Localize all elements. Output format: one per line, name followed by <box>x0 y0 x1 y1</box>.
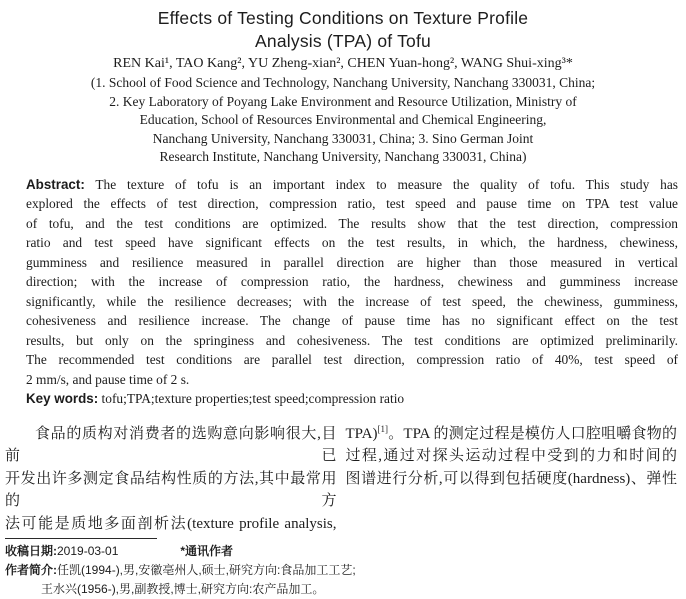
footnote-separator <box>5 538 157 539</box>
footnote-block <box>5 538 678 599</box>
paper-title <box>0 0 686 53</box>
abstract-line: 2 mm/s, and pause time of 2 s. <box>26 371 190 387</box>
abstract-line: significantly, while the resilience decreases; with the increase of test speed, the chewiness, gumminess, <box>26 293 678 309</box>
paper-title-line-2: Analysis (TPA) of Tofu <box>255 31 431 51</box>
abstract-line: The recommended test conditions are parallel test direction, compression ratio of 40%, test speed of <box>26 352 678 367</box>
keywords-text: tofu;TPA;texture properties;test speed;compression ratio <box>98 391 405 406</box>
abstract-block <box>26 175 678 390</box>
abstract-line: Abstract: The texture of tofu is an important index to measure the quality of tofu. This study has <box>26 176 678 192</box>
body-column-right <box>346 423 678 536</box>
footnote-line-bio-1 <box>5 561 678 580</box>
authors-line: REN Kai¹, TAO Kang², YU Zheng-xian², CHEN Yuan-hong², WANG Shui-xing³* <box>113 56 573 71</box>
paper-title-line-1: Effects of Testing Conditions on Texture Profile <box>157 8 529 28</box>
abstract-line: direction; with the increase of compression ratio, the hardness, chewiness and gumminess increase <box>26 274 678 289</box>
keywords-label: Key words: <box>26 391 99 406</box>
footnote-line-bio-2: 王水兴(1956-),男,副教授,博士,研究方向:农产品加工。 <box>41 582 325 596</box>
received-date-value: 2019-03-01 <box>57 544 119 558</box>
body-line: 过程,通过对探头运动过程中受到的力和时间的 <box>345 448 677 464</box>
affiliations-block <box>0 74 686 167</box>
body-column-left <box>5 423 337 536</box>
received-date-label: 收稿日期: <box>5 544 57 558</box>
abstract-line: ratio and test speed have significant effects on the test results, in which, the hardness, chewiness, <box>26 235 678 250</box>
footnote-line-received <box>5 542 678 561</box>
body-line: 食品的质构对消费者的选购意向影响很大,目前已 <box>5 425 337 464</box>
affiliation-line: 2. Key Laboratory of Poyang Lake Environment and Resource Utilization, Ministry of <box>109 93 577 109</box>
abstract-line: explored the effects of test direction, compression ratio, test speed and pause time on TPA test value <box>26 196 678 211</box>
abstract-label: Abstract: <box>26 176 85 192</box>
author-bio-label: 作者简介: <box>5 563 57 577</box>
citation-marker: [1] <box>377 423 388 434</box>
author-bio-text-1: 任凯(1994-),男,安徽亳州人,硕士,研究方向:食品加工工艺; <box>57 563 356 577</box>
affiliation-line: (1. School of Food Science and Technology, Nanchang University, Nanchang 330031, China; <box>90 75 596 90</box>
body-line: TPA)[1]。TPA 的测定过程是模仿人口腔咀嚼食物的 <box>345 423 677 442</box>
affiliation-line: Nanchang University, Nanchang 330031, China; 3. Sino German Joint <box>152 130 534 146</box>
body-line: 法可能是质地多面剖析法(texture profile analysis, <box>5 515 337 532</box>
abstract-line: gumminess and resilience measured in parallel direction are higher than those measured in vertical <box>26 254 678 270</box>
body-columns <box>5 423 677 536</box>
affiliation-line: Education, School of Resources Environmental and Chemical Engineering, <box>139 112 547 127</box>
abstract-line: cohesiveness and resilience increase. The change of pause time has no significant effect on the test <box>26 313 678 328</box>
body-line: 图谱进行分析,可以得到包括硬度(hardness)、弹性 <box>345 470 677 487</box>
keywords-line <box>26 389 678 409</box>
affiliation-line: Research Institute, Nanchang University, Nanchang 330031, China) <box>159 149 527 164</box>
body-line: 开发出许多测定食品结构性质的方法,其中最常用的方 <box>5 470 337 509</box>
abstract-line: results, but only on the springiness and cohesiveness. The test conditions are optimized preliminarily. <box>26 332 678 348</box>
corresponding-author-note: *通讯作者 <box>180 544 234 558</box>
abstract-line: of tofu, and the test conditions are optimized. The results show that the test direction, compression <box>26 215 678 231</box>
